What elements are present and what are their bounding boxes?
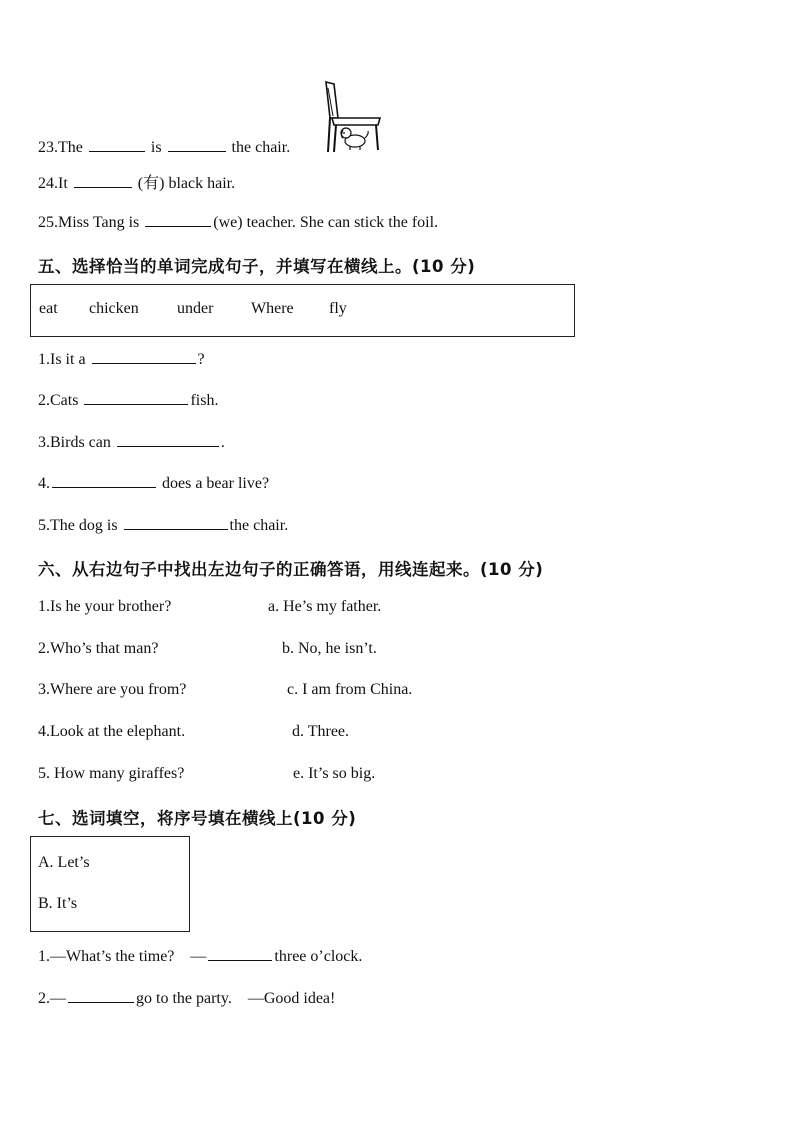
match-left-4: 4.Look at the elephant. [38, 723, 186, 740]
item-suffix: does a bear live? [158, 475, 270, 492]
match-right-c: c. I am from China. [287, 681, 413, 698]
match-left-3: 3.Where are you from? [38, 681, 187, 698]
section-5-item-3 [38, 432, 225, 452]
section-7-title: 七、选词填空，将序号填在横线上(10 分) [38, 809, 357, 828]
word-bank-item: fly [329, 300, 347, 317]
option-b: B. It’s [38, 895, 78, 912]
section-7-item-2 [38, 985, 335, 1008]
fill-blank[interactable] [84, 390, 188, 405]
q25-prefix: 25.Miss Tang is [38, 214, 144, 231]
section-7-item-1 [38, 943, 362, 966]
item-prefix: 4. [38, 475, 50, 492]
question-25 [38, 212, 438, 232]
match-left-1: 1.Is he your brother? [38, 598, 172, 615]
q24-prefix: 24.It [38, 175, 72, 192]
fill-blank[interactable] [92, 349, 196, 364]
item-prefix: 1.Is it a [38, 351, 90, 368]
section-6-title: 六、从右边句子中找出左边句子的正确答语，用线连起来。(10 分) [38, 560, 544, 579]
q24-suffix: (有) black hair. [133, 175, 236, 192]
match-right-a: a. He’s my father. [268, 598, 382, 615]
section-5-item-2 [38, 390, 218, 410]
q23-blank-1[interactable] [89, 137, 145, 152]
question-23 [38, 137, 290, 157]
item-prefix: 2.Cats [38, 392, 83, 409]
match-right-e: e. It’s so big. [293, 765, 376, 782]
chair-with-dog-under-icon [322, 78, 384, 154]
fill-blank[interactable] [68, 988, 134, 1003]
q23-mid: is [146, 139, 166, 156]
item-prefix: 1.—What’s the time? — [38, 948, 207, 965]
item-prefix: 2.— [38, 990, 66, 1007]
q25-suffix: (we) teacher. She can stick the foil. [213, 214, 439, 231]
word-bank-item: chicken [89, 300, 139, 317]
item-prefix: 5.The dog is [38, 517, 122, 534]
match-right-b: b. No, he isn’t. [282, 640, 377, 657]
fill-blank[interactable] [124, 515, 228, 530]
word-bank-item: Where [251, 300, 294, 317]
section-5-item-1 [38, 349, 205, 369]
q23-prefix: 23.The [38, 139, 87, 156]
section-5-title: 五、选择恰当的单词完成句子，并填写在横线上。(10 分) [38, 257, 476, 276]
q23-blank-2[interactable] [168, 137, 226, 152]
question-24 [38, 170, 235, 193]
section-5-item-4 [38, 473, 269, 493]
item-suffix: fish. [190, 392, 219, 409]
word-bank-item: eat [39, 300, 58, 317]
q23-suffix: the chair. [227, 139, 291, 156]
q25-blank[interactable] [145, 212, 211, 227]
item-suffix: ? [197, 351, 205, 368]
match-left-5: 5. How many giraffes? [38, 765, 185, 782]
section-5-item-5 [38, 515, 288, 535]
item-suffix: the chair. [229, 517, 289, 534]
word-bank-box [30, 284, 575, 337]
item-suffix: go to the party. —Good idea! [136, 990, 336, 1007]
fill-blank[interactable] [52, 473, 156, 488]
item-suffix: . [220, 434, 225, 451]
item-prefix: 3.Birds can [38, 434, 115, 451]
option-a: A. Let’s [38, 854, 90, 871]
fill-blank[interactable] [117, 432, 219, 447]
word-bank-item: under [177, 300, 214, 317]
fill-blank[interactable] [208, 946, 272, 961]
item-suffix: three o’clock. [274, 948, 363, 965]
options-box [30, 836, 190, 932]
q24-blank[interactable] [74, 173, 132, 188]
match-left-2: 2.Who’s that man? [38, 640, 159, 657]
match-right-d: d. Three. [292, 723, 350, 740]
